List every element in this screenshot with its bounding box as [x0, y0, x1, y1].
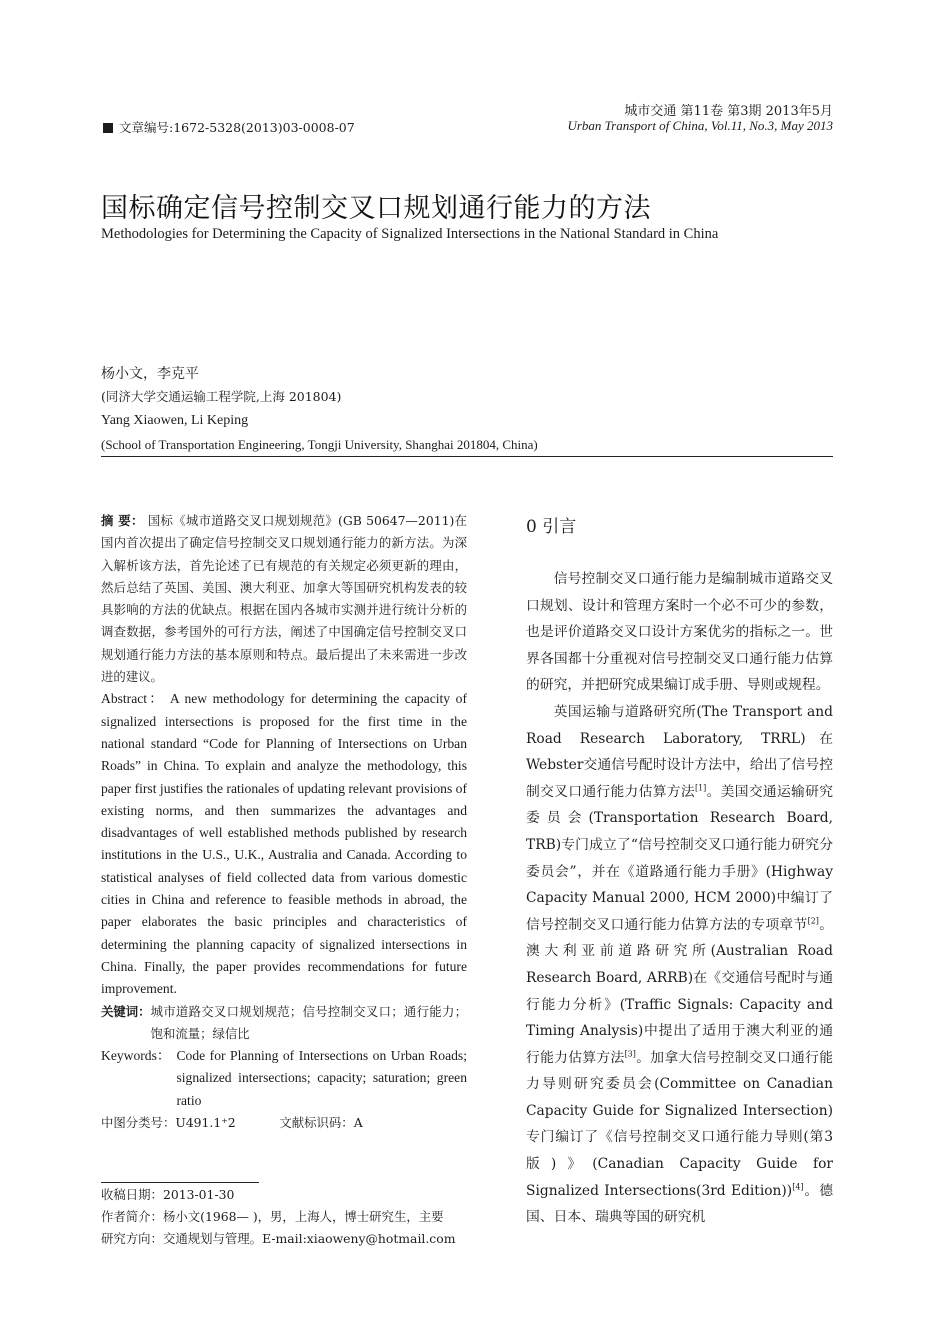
authors-en: Yang Xiaowen, Li Keping [101, 413, 249, 428]
citation-ref[interactable]: [3] [624, 1049, 636, 1059]
citation-ref[interactable]: [4] [792, 1182, 804, 1192]
paper-title-en: Methodologies for Determining the Capacity of Signalized Intersections in the National Standard in China [101, 226, 719, 242]
abstract-column [101, 510, 467, 1134]
footnote-divider [101, 1182, 259, 1183]
author-bio-line2: 研究方向：交通规划与管理。E-mail:xiaoweny@hotmail.com [101, 1231, 456, 1246]
citation-ref[interactable]: [1] [694, 783, 707, 793]
authors-cn: 杨小文，李克平 [101, 366, 199, 382]
body-column [526, 566, 833, 1231]
section-heading: 0 引言 [526, 517, 577, 537]
article-number: 文章编号:1672-5328(2013)03-0008-07 [103, 118, 355, 136]
footnotes [101, 1184, 481, 1250]
paper-title-cn: 国标确定信号控制交叉口规划通行能力的方法 [101, 193, 651, 224]
keywords-en: Keywords： Code for Planning of Intersections on Urban Roads; signalized intersections; capacity; saturation; green ratio [101, 1048, 467, 1108]
paragraph-2: 英国运输与道路研究所(The Transport and Road Research Laboratory, TRRL)在Webster交通信号配时设计方法中，给出了信号控制交叉口通行能力估算方法[1]。美国交通运输研究委员会(Transportation Research Board, TRB)专门成立了“信号控制交叉口通行能力研究分委员会”，并在《道路通行能力手册》(Highway Capacity Manual 2000, HCM 2000)中编订了信号控制交叉口通行能力估算方法的专项章节[2]。澳大利亚前道路研究所(Australian Road Research Board, ARRB)在《交通信号配时与通行能力分析》(Traffic Signals: Capacity and Timing Analysis)中提出了适用于澳大利亚的通行能力估算方法[3]。加拿大信号控制交叉口通行能力导则研究委员会(Committee on Canadian Capacity Guide for Signalized Intersection)专门编订了《信号控制交叉口通行能力导则(第3版)》(Canadian Capacity Guide for Signalized Intersections(3rd Edition))[4]。德国、日本、瑞典等国的研究机 [526, 703, 834, 1226]
header-divider [101, 456, 833, 457]
journal-name-cn: 城市交通 第11卷 第3期 2013年5月 [624, 104, 833, 119]
affiliation-cn: (同济大学交通运输工程学院,上海 201804) [101, 389, 342, 404]
abstract-en: Abstract： A new methodology for determining the capacity of signalized intersections is proposed for the first time in the national standard “Code for Planning of Intersections on Urban Roads” in China. To explain and analyze the methodology, this paper first justifies the rationales of updating relevant provisions of existing norms, and then summarizes the advantages and disadvantages of well established methods published by research institutions in the U.S., U.K., Australia and Canada. According to statistical analyses of field collected data from various domestic cities in China and reference to feasible methods in abroad, the paper elaborates the basic principles and characteristics of determining the planning capacity of signalized intersections in China. Finally, the paper provides recommendations for future improvement. [101, 691, 467, 997]
journal-name-en: Urban Transport of China, Vol.11, No.3, May 2013 [567, 118, 833, 133]
classification-row: 中图分类号： U491.1⁺2 文献标识码： A [101, 1115, 363, 1131]
abstract-cn: 摘 要： 国标《城市道路交叉口规划规范》(GB 50647—2011)在国内首次提出了确定信号控制交叉口规划通行能力的新方法。为深入解析该方法，首先论述了已有规范的有关规定必须更新的理由，然后总结了英国、美国、澳大利亚、加拿大等国研究机构发表的较具影响的方法的优缺点。根据在国内各城市实测并进行统计分析的调查数据，参考国外的可行方法，阐述了中国确定信号控制交叉口规划通行能力方法的基本原则和特点。最后提出了未来需进一步改进的建议。 [101, 513, 467, 685]
keywords-cn: 关键词： 城市道路交叉口规划规范；信号控制交叉口；通行能力；饱和流量；绿信比 [101, 1003, 467, 1041]
citation-ref[interactable]: [2] [807, 916, 819, 926]
square-bullet-icon [103, 123, 113, 133]
paragraph-1: 信号控制交叉口通行能力是编制城市道路交叉口规划、设计和管理方案时一个必不可少的参数，也是评价道路交叉口设计方案优劣的指标之一。世界各国都十分重视对信号控制交叉口通行能力估算的研究，并把研究成果编订成手册、导则或规程。 [526, 571, 833, 694]
received-date: 收稿日期：2013-01-30 [101, 1187, 235, 1202]
affiliation-en: (School of Transportation Engineering, Tongji University, Shanghai 201804, China) [101, 437, 538, 452]
author-bio-line1: 作者简介：杨小文(1968— )，男，上海人，博士研究生，主要 [101, 1209, 444, 1224]
